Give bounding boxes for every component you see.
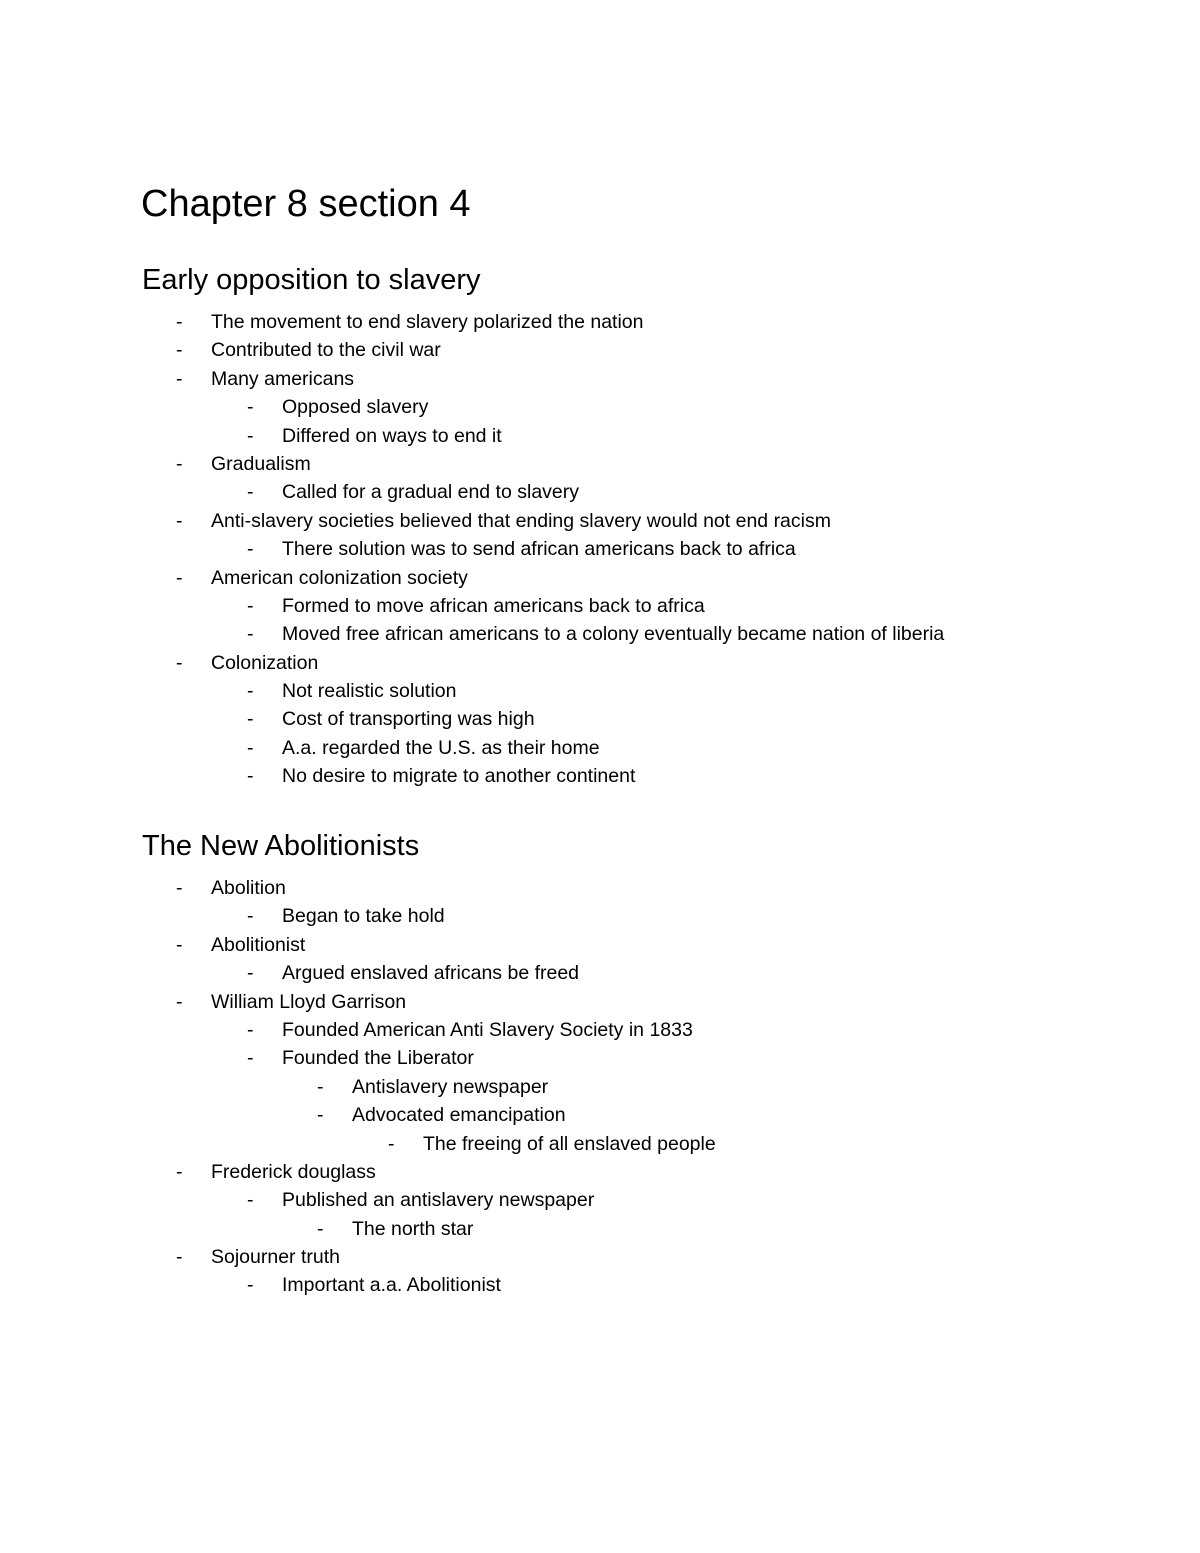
bullet-dash: - — [247, 594, 254, 617]
list-item-text: American colonization society — [211, 566, 468, 589]
bullet-dash: - — [247, 623, 254, 646]
bullet-dash: - — [247, 708, 254, 731]
section-heading-new-abolitionists: The New Abolitionists — [142, 830, 420, 862]
bullet-dash: - — [176, 367, 183, 390]
list-item-text: Colonization — [211, 651, 319, 674]
bullet-dash: - — [176, 990, 183, 1013]
bullet-dash: - — [247, 396, 254, 419]
list-item-text: The freeing of all enslaved people — [423, 1132, 716, 1155]
bullet-dash: - — [247, 1274, 254, 1297]
bullet-dash: - — [247, 1018, 254, 1041]
bullet-dash: - — [176, 933, 183, 956]
list-item-text: A.a. regarded the U.S. as their home — [282, 736, 600, 759]
bullet-dash: - — [247, 538, 254, 561]
list-item-text: Anti-slavery societies believed that ending slavery would not end racism — [211, 509, 831, 532]
list-item-text: Contributed to the civil war — [211, 339, 441, 362]
list-item-text: Not realistic solution — [282, 680, 457, 703]
list-item-text: Formed to move african americans back to africa — [282, 594, 705, 617]
list-item-text: Moved free african americans to a colony eventually became nation of liberia — [282, 623, 945, 646]
bullet-dash: - — [317, 1104, 324, 1127]
list-item-text: Founded the Liberator — [282, 1047, 474, 1070]
bullet-dash: - — [247, 905, 254, 928]
bullet-dash: - — [247, 765, 254, 788]
list-item-text: Founded American Anti Slavery Society in 1833 — [282, 1018, 693, 1041]
bullet-dash: - — [247, 1189, 254, 1212]
list-item-text: Advocated emancipation — [352, 1104, 566, 1127]
bullet-dash: - — [176, 1246, 183, 1269]
list-item-text: Published an antislavery newspaper — [282, 1189, 595, 1212]
list-item-text: Began to take hold — [282, 905, 445, 928]
list-item-text: Opposed slavery — [282, 396, 429, 419]
bullet-dash: - — [176, 877, 183, 899]
bullet-dash: - — [176, 566, 183, 589]
list-item-text: Called for a gradual end to slavery — [282, 481, 580, 504]
list-item-text: The north star — [352, 1217, 474, 1240]
list-item-text: Gradualism — [211, 452, 311, 475]
bullet-dash: - — [388, 1132, 395, 1155]
list-item-text: Argued enslaved africans be freed — [282, 962, 580, 985]
list-item-text: Antislavery newspaper — [352, 1075, 549, 1098]
bullet-dash: - — [247, 1047, 254, 1070]
bullet-dash: - — [176, 509, 183, 532]
bullet-dash: - — [247, 962, 254, 985]
bullet-dash: - — [176, 452, 183, 475]
list-item-text: Cost of transporting was high — [282, 708, 535, 731]
document-title: Chapter 8 section 4 — [141, 183, 471, 225]
bullet-dash: - — [176, 651, 183, 674]
bullet-dash: - — [247, 680, 254, 703]
bullet-dash: - — [247, 481, 254, 504]
list-item-text: There solution was to send african americans back to africa — [282, 538, 796, 561]
bullet-dash: - — [176, 311, 183, 333]
bullet-dash: - — [317, 1217, 324, 1240]
list-item-text: William Lloyd Garrison — [211, 990, 407, 1013]
bullet-dash: - — [176, 339, 183, 362]
list-item-text: The movement to end slavery polarized the nation — [211, 311, 644, 333]
bullet-dash: - — [317, 1075, 324, 1098]
list-item-text: Differed on ways to end it — [282, 424, 502, 447]
section-heading-early-opposition: Early opposition to slavery — [142, 264, 481, 296]
bullet-dash: - — [247, 424, 254, 447]
list-item-text: Frederick douglass — [211, 1160, 376, 1183]
bullet-dash: - — [247, 736, 254, 759]
list-item-text: Important a.a. Abolitionist — [282, 1274, 501, 1297]
list-item-text: No desire to migrate to another continent — [282, 765, 636, 788]
bullet-dash: - — [176, 1160, 183, 1183]
list-item-text: Sojourner truth — [211, 1246, 340, 1269]
list-item-text: Abolition — [211, 877, 286, 899]
list-item-text: Many americans — [211, 367, 355, 390]
list-item-text: Abolitionist — [211, 933, 306, 956]
